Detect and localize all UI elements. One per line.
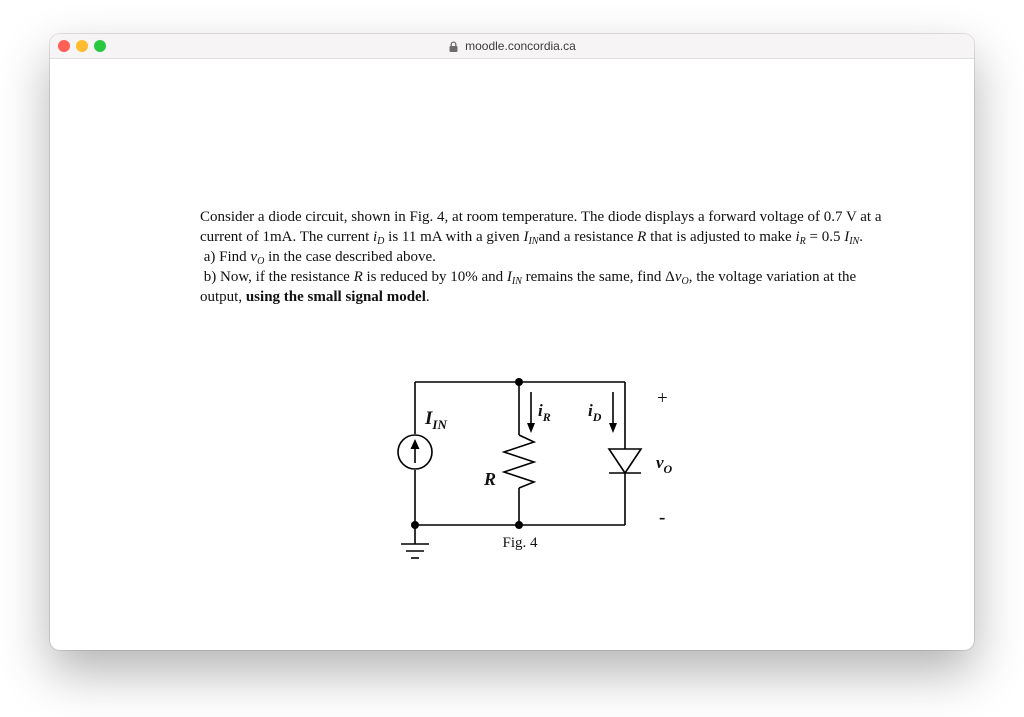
math-subscript: IN — [528, 236, 539, 247]
math-subscript: O — [257, 256, 265, 267]
text-run: remains the same, find Δ — [521, 269, 675, 285]
text-run: is 11 mA with a given — [384, 229, 524, 245]
lock-icon — [448, 41, 459, 52]
browser-window — [50, 34, 974, 650]
math-symbol: i — [795, 229, 800, 245]
title-bar — [50, 34, 974, 59]
text-run: . — [859, 229, 863, 245]
text-run: that is adjusted to make — [646, 229, 796, 245]
label-i-d: $i_D$ — [588, 401, 602, 424]
label-plus: + — [657, 388, 668, 409]
problem-paragraph — [200, 207, 900, 247]
page-content — [50, 59, 974, 650]
label-v-o: $v_O$ — [656, 453, 673, 476]
junction-bottom-left — [411, 521, 419, 529]
math-subscript: D — [377, 236, 385, 247]
label-i-in: $I_{IN}$ — [425, 408, 447, 432]
source-arrow-head — [411, 439, 420, 449]
resistor — [504, 435, 534, 488]
label-minus: - — [659, 507, 666, 528]
math-symbol: I — [523, 229, 529, 245]
label-i-r: $i_R$ — [538, 401, 551, 424]
circuit-diagram — [385, 342, 745, 572]
math-subscript: IN — [849, 236, 860, 247]
text-run: , the voltage variation at the output, — [200, 269, 857, 305]
part-b — [200, 267, 900, 307]
bold-phrase: using the small signal model — [245, 289, 426, 305]
figure-caption: Fig. 4 — [502, 535, 538, 551]
url-text: moodle.concordia.ca — [465, 39, 576, 53]
text-run: in the case described above. — [264, 249, 436, 265]
label-r: R — [484, 469, 497, 489]
text-run: and a resistance — [538, 229, 638, 245]
ir-arrow-head — [527, 423, 535, 433]
math-subscript: R — [799, 236, 806, 247]
math-symbol: I — [506, 269, 512, 285]
junction-bottom-middle — [515, 521, 523, 529]
text-run: Consider a diode circuit, shown in Fig. 4, at room temperature. The diode displays a forward voltage of 0.7 V at a current of 1mA. The current — [200, 209, 882, 245]
part-a — [200, 247, 900, 267]
text-run: . — [425, 289, 430, 305]
diode — [609, 449, 641, 473]
math-subscript: O — [681, 276, 689, 287]
math-symbol: R — [353, 269, 363, 285]
math-symbol: v — [674, 269, 682, 285]
id-arrow-head — [609, 423, 617, 433]
math-symbol: R — [637, 229, 647, 245]
math-subscript: IN — [511, 276, 522, 287]
math-symbol: i — [373, 229, 378, 245]
address-bar[interactable] — [50, 34, 974, 58]
math-symbol: v — [250, 249, 258, 265]
math-symbol: I — [844, 229, 850, 245]
junction-top — [515, 378, 523, 386]
text-run: is reduced by 10% and — [362, 269, 507, 285]
text-run: b) Now, if the resistance — [203, 269, 354, 285]
text-run: a) Find — [203, 249, 251, 265]
problem-statement — [200, 207, 900, 307]
text-run: = 0.5 — [805, 229, 845, 245]
